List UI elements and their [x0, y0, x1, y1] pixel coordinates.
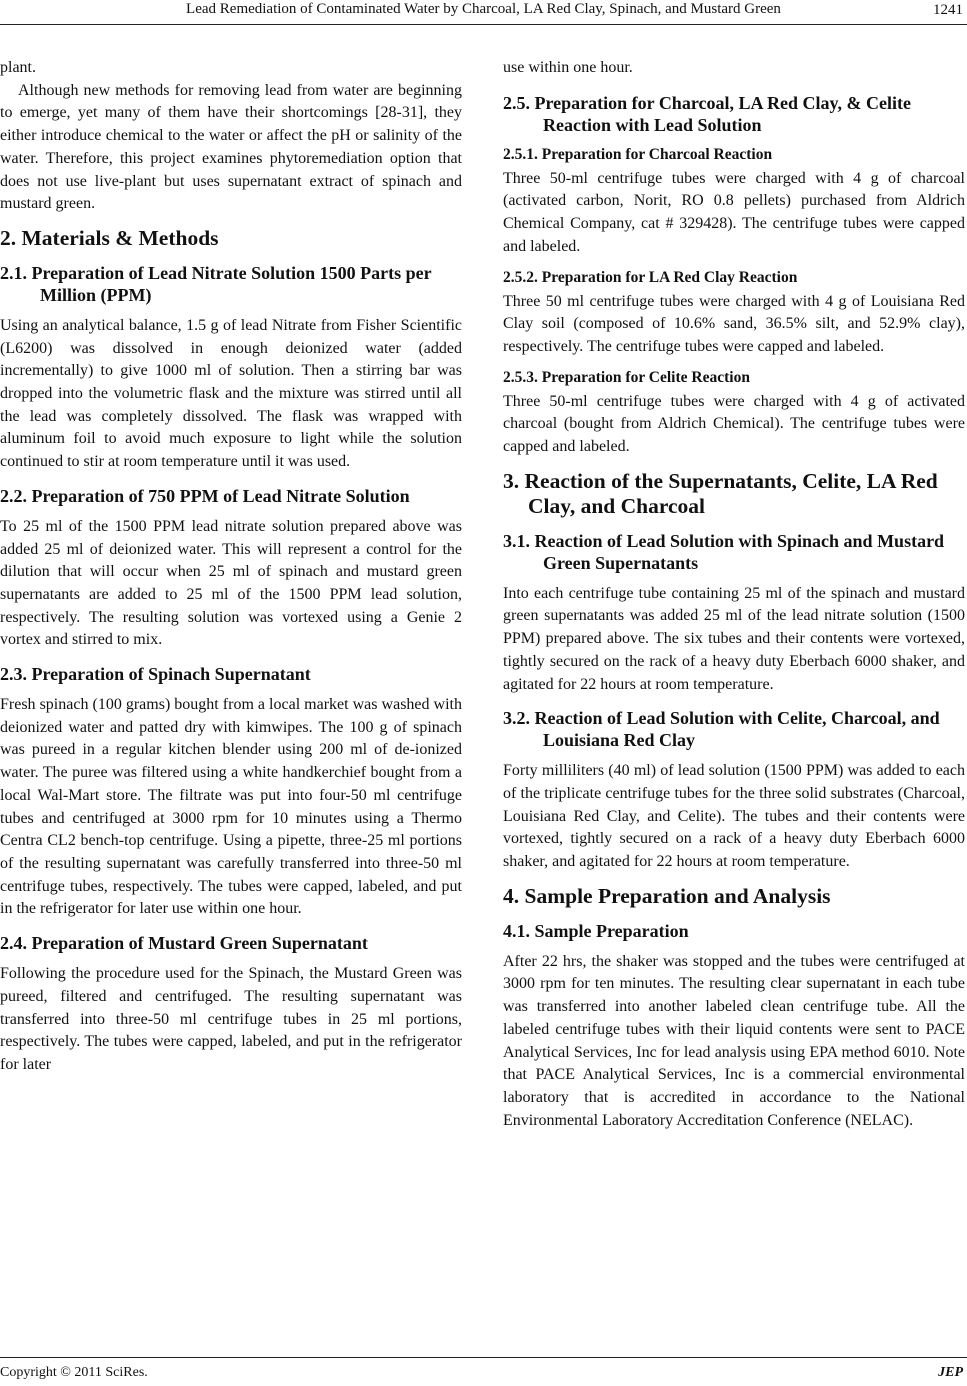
section-3-1-text: Into each centrifuge tube containing 25 ml of the spinach and mustard green supernatants was added 25 ml of the lead nitrate solution (1500 PPM) prepared above. The six tubes and their contents were vortexed, tightly secured on the rack of a heavy duty Eberbach 6000 shaker, and agitated for 22 hours at room temperature.: [503, 584, 965, 693]
section-2-3-text: Fresh spinach (100 grams) bought from a local market was washed with deionized water and patted dry with kimwipes. The 100 g of spinach was pureed in a regular kitchen blender using 200 ml of de-ionized water. The puree was filtered using a white handkerchief bought from a local Wal-Mart store. The filtrate was put into four-50 ml centrifuge tubes and centrifuged at 3000 rpm for 10 minutes using a Thermo Centra CL2 bench-top centrifuge. Using a pipette, three-25 ml portions of the resulting supernatant was carefully transferred into three-50 ml centrifuge tubes, respectively. The tubes were capped, labeled, and put in the refrigerator for later use within one hour.: [0, 696, 462, 918]
section-4-1-text: After 22 hrs, the shaker was stopped and the tubes were centrifuged at 3000 rpm for ten minutes. The resulting clear supernatant in each tube was transferred into another labeled clean centrifuge tube. All the labeled centrifuge tubes with their liquid contents were sent to PACE Analytical Services, Inc for lead analysis using EPA method 6010. Note that PACE Analytical Services, Inc is a commercial environmental laboratory that is accredited in accordance to the National Environmental Laboratory Accreditation Conference (NELAC).: [503, 952, 965, 1129]
section-2-heading: 2. Materials & Methods: [0, 225, 219, 250]
section-2-5-2-heading: 2.5.2. Preparation for LA Red Clay Reaction: [503, 268, 798, 286]
footer-rule: [0, 1357, 967, 1358]
intro-end-paragraph: plant.: [0, 59, 36, 76]
section-2-5-1-heading: 2.5.1. Preparation for Charcoal Reaction: [503, 145, 773, 163]
section-2-5-heading: 2.5. Preparation for Charcoal, LA Red Clay, & Celite Reaction with Lead Solution: [503, 92, 911, 135]
journal-abbreviation: JEP: [938, 1365, 963, 1380]
section-2-2-text: To 25 ml of the 1500 PPM lead nitrate solution prepared above was added 25 ml of deionized water. This will represent a control for the dilution that will occur when 25 ml of spinach and mustard green supernatants are added to 25 ml of the 1500 PPM lead solution, respectively. The resulting solution was vortexed using a Genie 2 vortex and stirred to mix.: [0, 517, 462, 649]
left-column: [0, 57, 462, 1342]
section-2-4-text: Following the procedure used for the Spinach, the Mustard Green was pureed, filtered and centrifuged. The resulting supernatant was transferred into three-50 ml centrifuge tubes in 25 ml portions, respectively. The tubes were capped, labeled, and put in the refrigerator for later: [0, 965, 462, 1073]
section-2-1-heading: 2.1. Preparation of Lead Nitrate Solution 1500 Parts per Million (PPM): [0, 262, 432, 305]
section-2-3-heading: 2.3. Preparation of Spinach Supernatant: [0, 664, 311, 685]
section-2-5-3-text: Three 50-ml centrifuge tubes were charged with 4 g of activated charcoal (bought from Aldrich Chemical). The centrifuge tubes were capped and labeled.: [503, 392, 965, 456]
section-3-heading: 3. Reaction of the Supernatants, Celite, LA Red Clay, and Charcoal: [503, 468, 938, 518]
section-2-4-heading: 2.4. Preparation of Mustard Green Supernatant: [0, 933, 368, 954]
header-rule: [0, 24, 967, 25]
copyright-notice: Copyright © 2011 SciRes.: [0, 1365, 148, 1380]
section-3-2-heading: 3.2. Reaction of Lead Solution with Celite, Charcoal, and Louisiana Red Clay: [503, 708, 940, 751]
continued-paragraph: use within one hour.: [503, 59, 633, 76]
section-2-5-3-heading: 2.5.3. Preparation for Celite Reaction: [503, 368, 750, 386]
running-header: [0, 0, 967, 32]
page-number: 1241: [933, 2, 963, 18]
section-4-1-heading: 4.1. Sample Preparation: [503, 920, 689, 941]
section-4-heading: 4. Sample Preparation and Analysis: [503, 883, 831, 908]
section-2-1-text: Using an analytical balance, 1.5 g of lead Nitrate from Fisher Scientific (L6200) was dissolved in enough deionized water (added incrementally) to give 1000 ml of solution. Then a stirring bar was dropped into the volumetric flask and the mixture was stirred until all the lead was completely dissolved. The flask was wrapped with aluminum foil to avoid much exposure to light while the solution continued to stir at room temperature until it was used.: [0, 316, 462, 471]
section-3-2-text: Forty milliliters (40 ml) of lead solution (1500 PPM) was added to each of the triplicate centrifuge tubes for the three solid substrates (Charcoal, Louisiana Red Clay, and Celite). The tubes and their contents were vortexed, tightly secured on a rack of a heavy duty Eberbach 6000 shaker, and agitated for 22 hours at room temperature.: [503, 762, 965, 871]
section-3-1-heading: 3.1. Reaction of Lead Solution with Spinach and Mustard Green Supernatants: [503, 530, 945, 573]
section-2-5-2-text: Three 50 ml centrifuge tubes were charged with 4 g of Louisiana Red Clay soil (composed of 10.6% sand, 36.5% silt, and 52.9% clay), respectively. The centrifuge tubes were capped and labeled.: [503, 292, 965, 355]
running-title: Lead Remediation of Contaminated Water by Charcoal, LA Red Clay, Spinach, and Mustard Green: [186, 1, 781, 17]
right-column: [503, 57, 965, 1342]
new-methods-paragraph: Although new methods for removing lead from water are beginning to emerge, yet many of them have their shortcomings [28-31], they either introduce chemical to the water or affect the pH or salinity of the water. Therefore, this project examines phytoremediation option that does not use live-plant but uses supernatant extract of spinach and mustard green.: [0, 81, 462, 213]
section-2-5-1-text: Three 50-ml centrifuge tubes were charged with 4 g of charcoal (activated carbon, Norit, RO 0.8 pellets) purchased from Aldrich Chemical Company, cat # 329428). The centrifuge tubes were capped and labeled.: [503, 169, 965, 255]
section-2-2-heading: 2.2. Preparation of 750 PPM of Lead Nitrate Solution: [0, 485, 410, 506]
